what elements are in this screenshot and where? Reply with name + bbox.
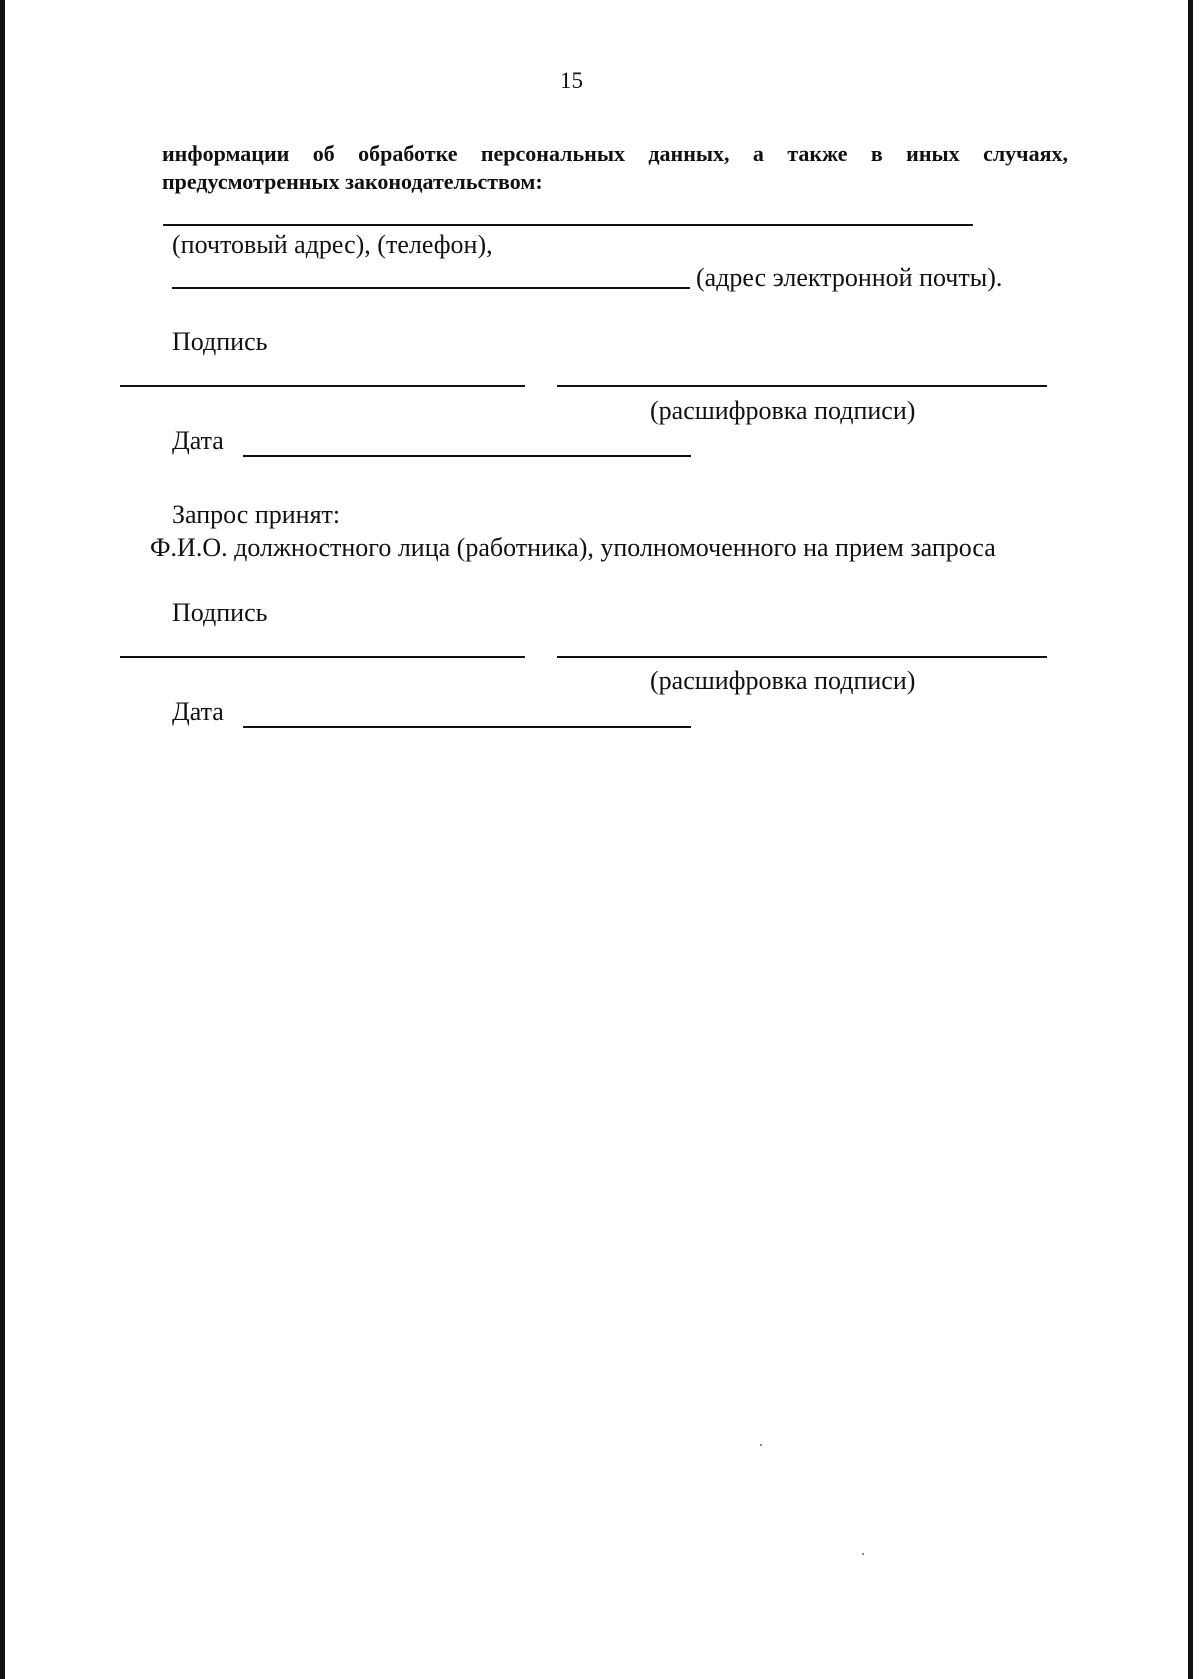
- date-line: [243, 726, 691, 728]
- address-phone-caption: (почтовый адрес), (телефон),: [172, 230, 493, 259]
- date-label: Дата: [172, 426, 224, 455]
- signature-label: Подпись: [172, 598, 268, 627]
- scan-speck: [862, 1553, 864, 1555]
- signature-label: Подпись: [172, 327, 268, 356]
- date-label: Дата: [172, 697, 224, 726]
- date-line: [243, 455, 691, 457]
- email-line: [172, 287, 690, 289]
- email-caption: (адрес электронной почты).: [696, 263, 1003, 292]
- paragraph-line: информации об обработке персональных данных, а также в иных случаях,: [162, 141, 1068, 166]
- official-caption: Ф.И.О. должностного лица (работника), уполномоченного на прием запроса: [150, 533, 996, 562]
- scan-border-left: [0, 0, 5, 1679]
- signature-decoding-caption: (расшифровка подписи): [650, 666, 916, 695]
- page-number: 15: [560, 68, 583, 93]
- request-accepted-label: Запрос принят:: [172, 500, 341, 529]
- scan-border-right: [1188, 0, 1193, 1679]
- signature-line: [120, 656, 525, 658]
- scan-speck: [760, 1444, 762, 1446]
- signature-decoding-line: [557, 656, 1047, 658]
- signature-line: [120, 385, 525, 387]
- address-phone-line: [163, 224, 973, 226]
- paragraph-line: предусмотренных законодательством:: [162, 169, 543, 194]
- signature-decoding-caption: (расшифровка подписи): [650, 396, 916, 425]
- intro-paragraph: [162, 140, 1068, 196]
- signature-decoding-line: [557, 385, 1047, 387]
